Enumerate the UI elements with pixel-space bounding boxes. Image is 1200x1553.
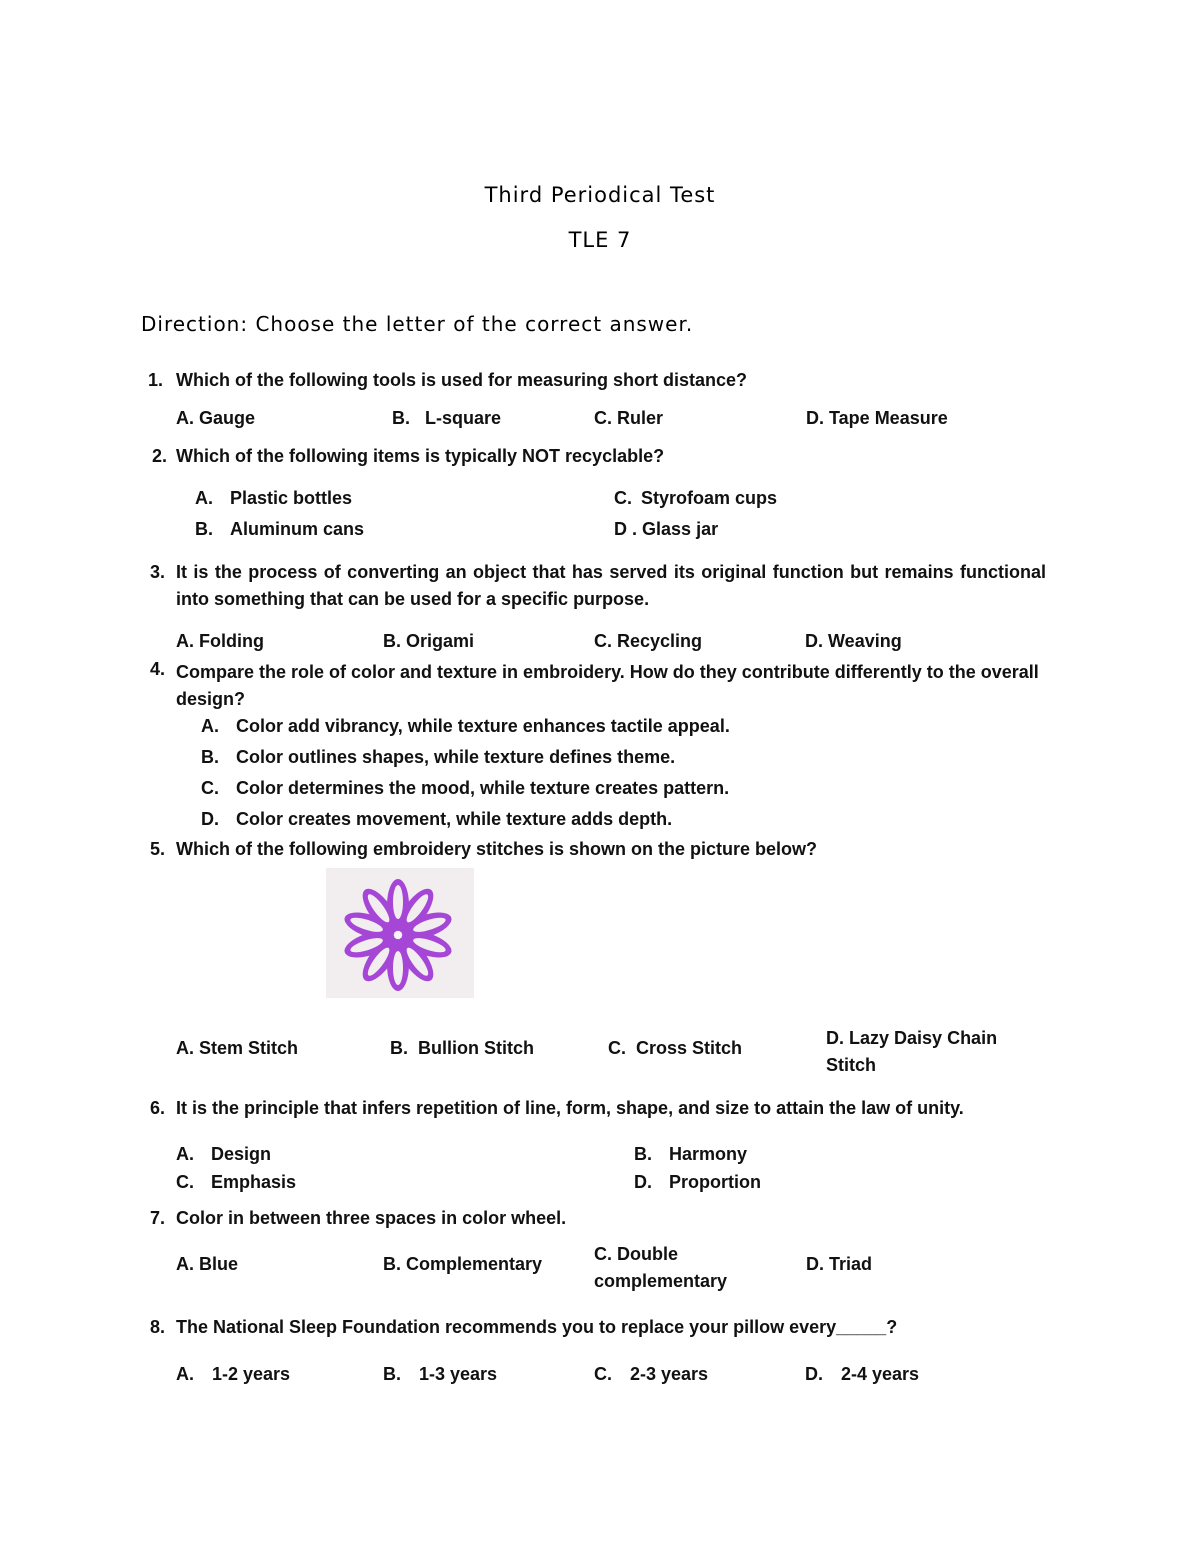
option-letter: A. — [176, 631, 194, 651]
option-text: Tape Measure — [829, 408, 948, 428]
option-text: Design — [211, 1144, 272, 1164]
option-letter: C. — [594, 1364, 612, 1384]
option-letter: B. — [383, 1254, 401, 1274]
option-text: Lazy Daisy Chain Stitch — [826, 1028, 998, 1075]
option-text: Proportion — [669, 1172, 761, 1192]
q5-option-b[interactable] — [390, 1038, 534, 1059]
option-text: Gauge — [199, 408, 256, 428]
option-letter: C. — [201, 778, 219, 798]
option-letter: C. — [594, 631, 612, 651]
option-letter: D. — [634, 1172, 652, 1192]
question-2-number: 2. — [152, 446, 168, 466]
q4-option-a[interactable] — [201, 716, 730, 737]
option-letter: D. — [806, 408, 824, 428]
option-letter: B. — [195, 519, 213, 539]
question-1-number: 1. — [148, 370, 164, 390]
petal-hole — [393, 951, 403, 985]
option-letter: D. — [805, 1364, 823, 1384]
option-text: Stem Stitch — [199, 1038, 299, 1058]
question-3-number: 3. — [150, 562, 166, 582]
q4-option-d[interactable] — [201, 809, 672, 830]
q8-option-a[interactable] — [176, 1364, 290, 1385]
option-letter: A. — [201, 716, 219, 736]
q6-option-a[interactable] — [176, 1144, 271, 1165]
page-title: Third Periodical Test — [484, 183, 716, 207]
q5-option-c[interactable] — [608, 1038, 742, 1059]
option-text: Weaving — [828, 631, 902, 651]
q1-option-d[interactable] — [806, 408, 948, 429]
option-letter: B. — [390, 1038, 408, 1058]
q4-option-b[interactable] — [201, 747, 675, 768]
q6-option-c[interactable] — [176, 1172, 296, 1193]
option-letter: A. — [176, 1144, 194, 1164]
option-text: Cross Stitch — [636, 1038, 743, 1058]
question-3-text: It is the process of converting an object that has served its original function but remains functional into something that can be used for a specific purpose. — [176, 562, 1046, 609]
option-letter: B. — [383, 631, 401, 651]
petal-hole — [393, 885, 403, 919]
flower-center — [394, 931, 402, 939]
question-4-number: 4. — [150, 659, 166, 679]
option-letter: D . — [614, 519, 638, 539]
q7-option-b[interactable] — [383, 1254, 542, 1275]
option-text: Harmony — [669, 1144, 748, 1164]
option-letter: C. — [176, 1172, 194, 1192]
q3-option-d[interactable] — [805, 631, 902, 652]
option-letter: D. — [826, 1028, 844, 1048]
option-text: Bullion Stitch — [418, 1038, 535, 1058]
q2-option-a[interactable] — [195, 488, 352, 509]
option-text: Aluminum cans — [230, 519, 365, 539]
q5-option-a[interactable] — [176, 1038, 298, 1059]
option-text: Complementary — [406, 1254, 543, 1274]
direction-text: Direction: Choose the letter of the correct answer. — [141, 312, 694, 336]
option-letter: C. — [614, 488, 632, 508]
option-letter: A. — [195, 488, 213, 508]
option-letter: C. — [594, 1244, 612, 1264]
q3-option-c[interactable] — [594, 631, 702, 652]
option-text: Plastic bottles — [230, 488, 353, 508]
option-text: Color creates movement, while texture adds depth. — [236, 809, 673, 829]
option-letter: A. — [176, 1254, 194, 1274]
q1-option-c[interactable] — [594, 408, 663, 429]
q3-option-a[interactable] — [176, 631, 264, 652]
page-subtitle: TLE 7 — [568, 228, 632, 252]
question-7-text: Color in between three spaces in color wheel. — [176, 1208, 567, 1228]
option-letter: A. — [176, 408, 194, 428]
option-text: Triad — [829, 1254, 873, 1274]
q7-option-d[interactable] — [806, 1254, 872, 1275]
q7-option-a[interactable] — [176, 1254, 238, 1275]
question-1-text: Which of the following tools is used for measuring short distance? — [176, 370, 748, 390]
option-text: Ruler — [617, 408, 664, 428]
option-text: 1-2 years — [212, 1364, 291, 1384]
question-6-number: 6. — [150, 1098, 166, 1118]
q7-option-c[interactable] — [594, 1241, 774, 1295]
q3-option-b[interactable] — [383, 631, 474, 652]
question-8-number: 8. — [150, 1317, 166, 1337]
option-text: Styrofoam cups — [641, 488, 778, 508]
q8-option-b[interactable] — [383, 1364, 497, 1385]
question-2-text: Which of the following items is typically NOT recyclable? — [176, 446, 665, 466]
option-letter: D. — [201, 809, 219, 829]
question-4-text: Compare the role of color and texture in embroidery. How do they contribute differently to the overall design? — [176, 662, 1039, 709]
option-letter: C. — [594, 408, 612, 428]
q8-option-d[interactable] — [805, 1364, 919, 1385]
option-text: Recycling — [617, 631, 703, 651]
option-text: Color determines the mood, while texture creates pattern. — [236, 778, 730, 798]
option-letter: D. — [806, 1254, 824, 1274]
option-text: Folding — [199, 631, 264, 651]
option-letter: B. — [201, 747, 219, 767]
option-letter: D. — [805, 631, 823, 651]
q8-option-c[interactable] — [594, 1364, 708, 1385]
question-8-text: The National Sleep Foundation recommends you to replace your pillow every_____? — [176, 1317, 898, 1337]
option-text: 1-3 years — [419, 1364, 498, 1384]
option-letter: B. — [392, 408, 410, 428]
option-letter: B. — [634, 1144, 652, 1164]
option-letter: A. — [176, 1364, 194, 1384]
option-text: Blue — [199, 1254, 239, 1274]
option-text: Emphasis — [211, 1172, 297, 1192]
question-5-number: 5. — [150, 839, 166, 859]
q6-option-d[interactable] — [634, 1172, 761, 1193]
option-text: Double complementary — [594, 1244, 728, 1291]
q1-option-b[interactable] — [392, 408, 501, 429]
q2-option-d[interactable] — [614, 519, 718, 540]
option-letter: A. — [176, 1038, 194, 1058]
question-7-number: 7. — [150, 1208, 166, 1228]
q2-option-b[interactable] — [195, 519, 364, 540]
q6-option-b[interactable] — [634, 1144, 747, 1165]
q1-option-a[interactable] — [176, 408, 255, 429]
option-text: Color outlines shapes, while texture defines theme. — [236, 747, 676, 767]
question-6-text: It is the principle that infers repetition of line, form, shape, and size to attain the law of unity. — [176, 1098, 964, 1118]
option-text: 2-4 years — [841, 1364, 920, 1384]
option-text: Origami — [406, 631, 475, 651]
option-letter: B. — [383, 1364, 401, 1384]
q5-option-d[interactable] — [826, 1025, 1026, 1079]
option-text: Glass jar — [642, 519, 719, 539]
question-5-text: Which of the following embroidery stitches is shown on the picture below? — [176, 839, 818, 859]
q2-option-c[interactable] — [614, 488, 777, 509]
option-text: Color add vibrancy, while texture enhances tactile appeal. — [236, 716, 730, 736]
option-letter: C. — [608, 1038, 626, 1058]
option-text: 2-3 years — [630, 1364, 709, 1384]
lazy-daisy-flower-icon — [326, 868, 474, 998]
q4-option-c[interactable] — [201, 778, 729, 799]
option-text: L-square — [425, 408, 502, 428]
